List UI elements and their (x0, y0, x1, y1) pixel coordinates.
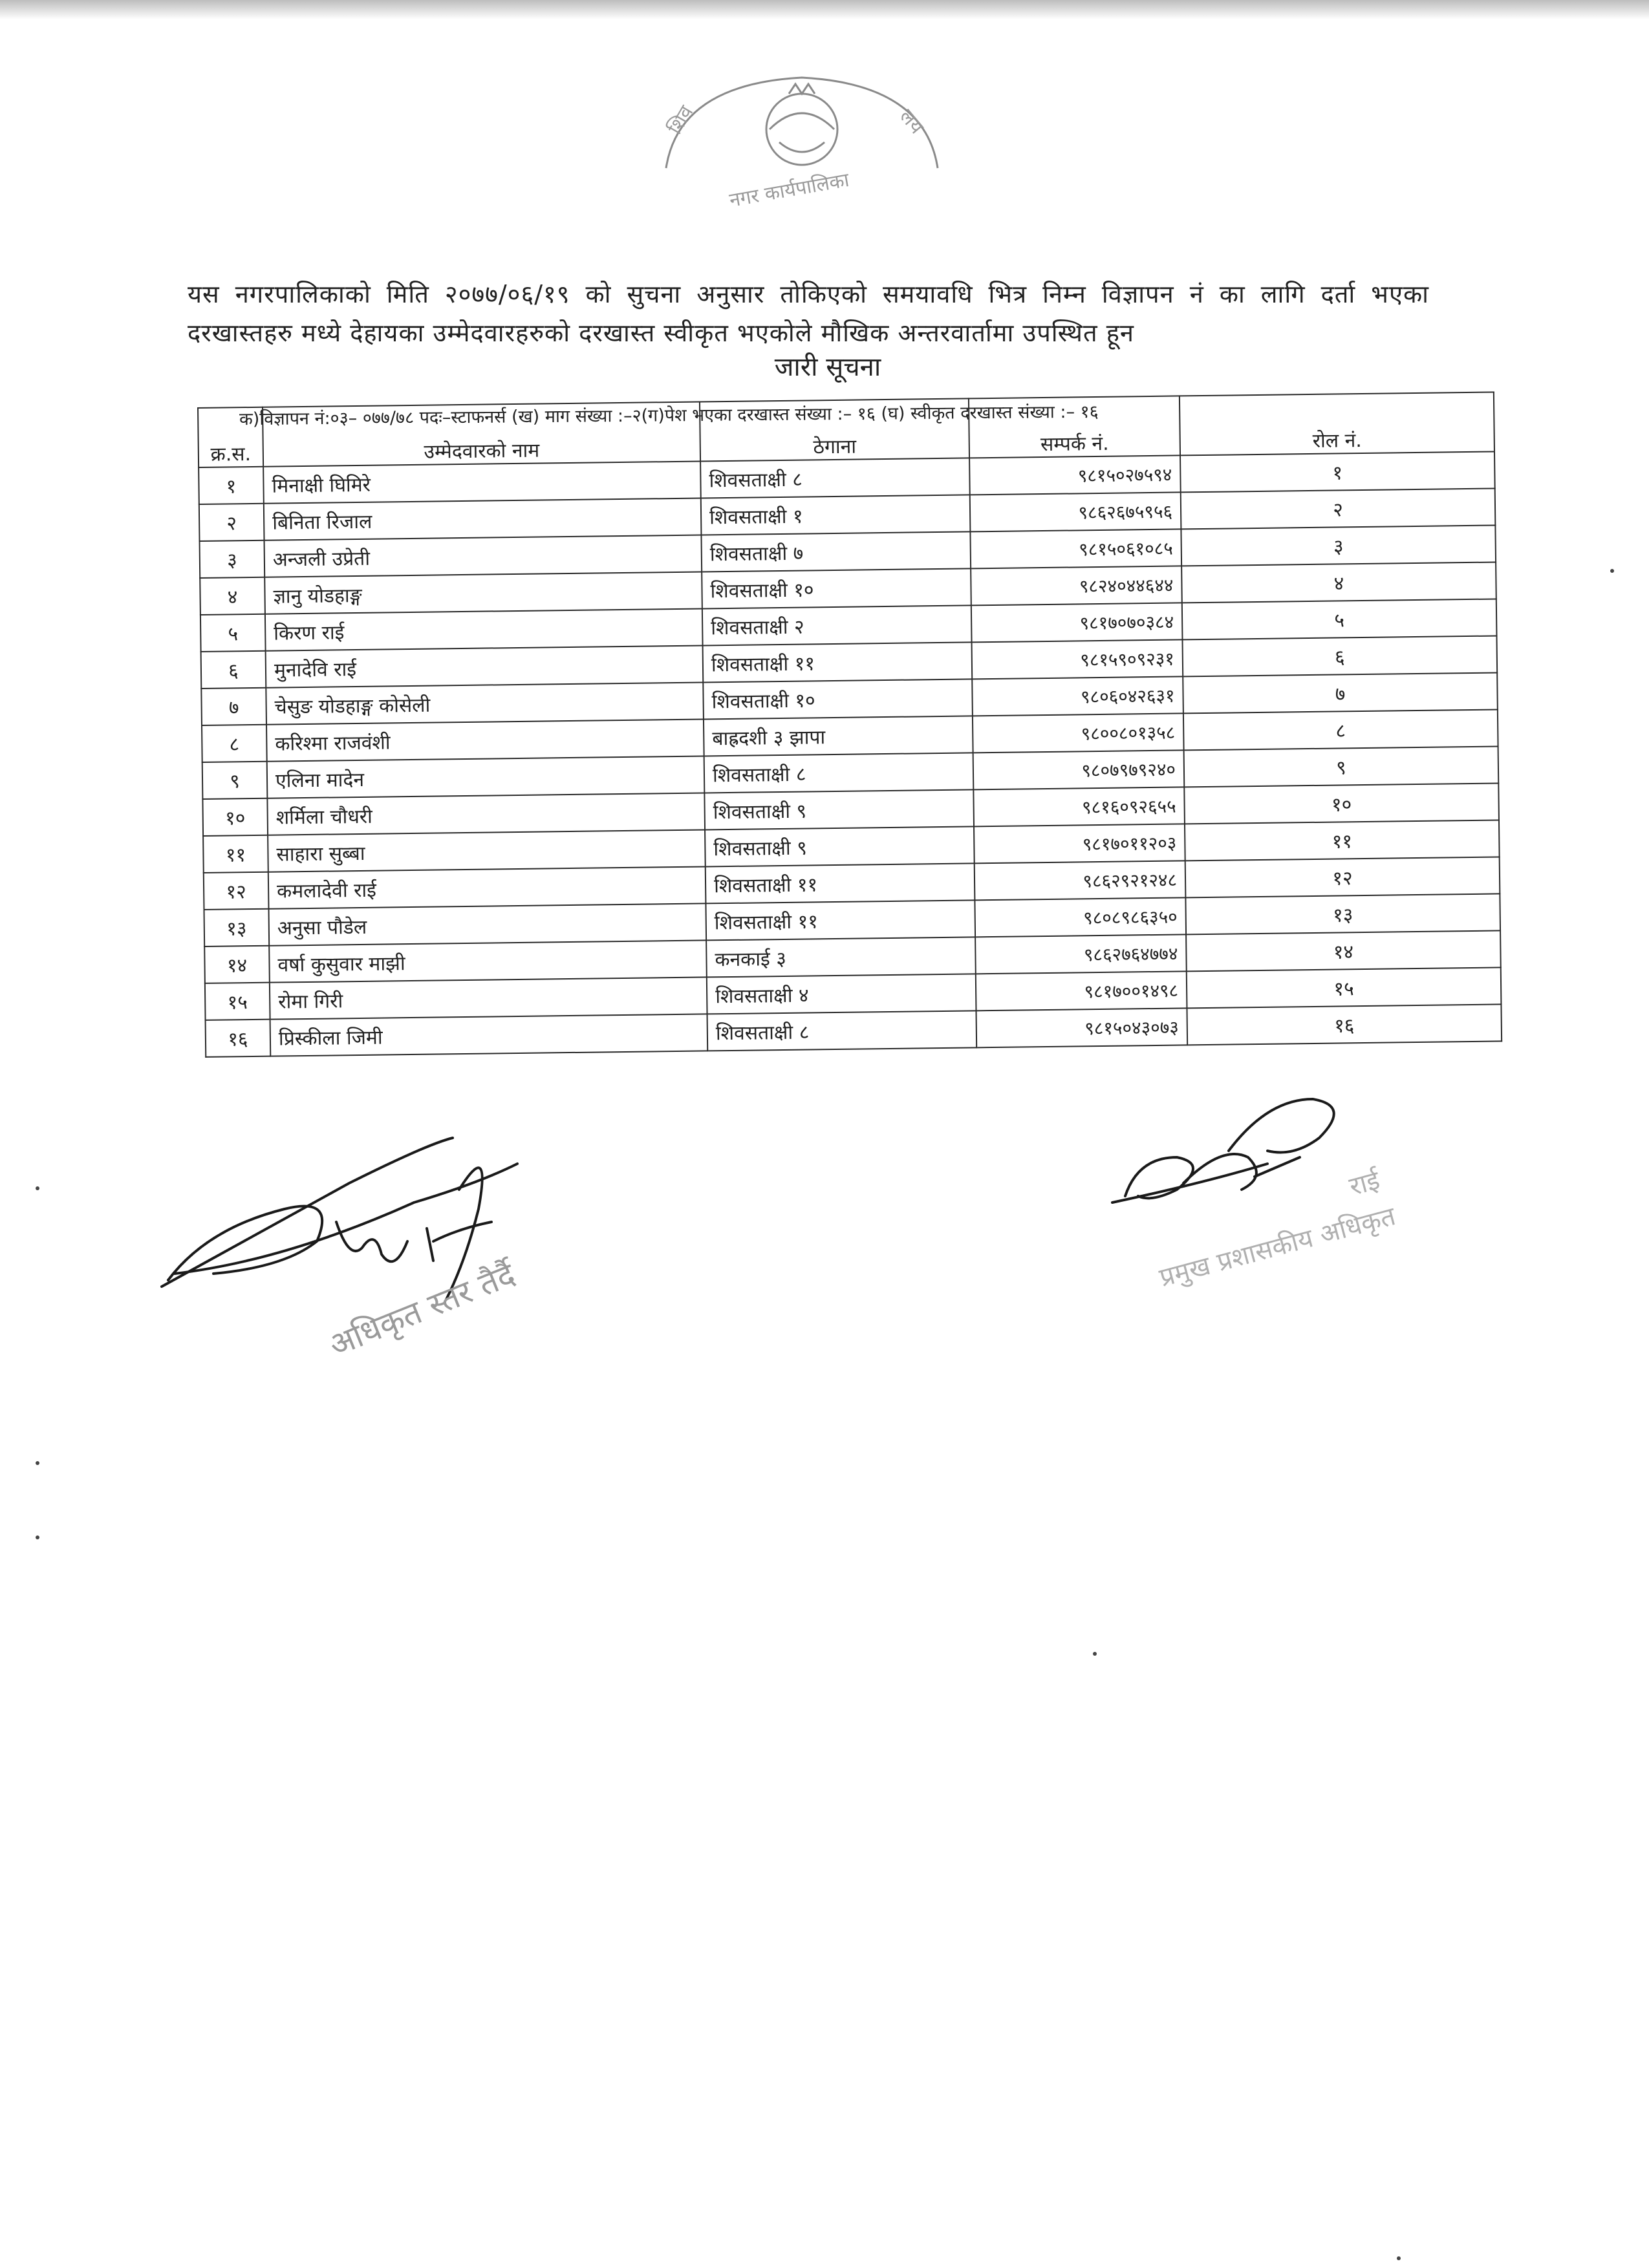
cell-serial: १३ (204, 909, 269, 947)
cell-serial: २ (199, 504, 264, 541)
cell-name: साहारा सुब्बा (268, 829, 706, 872)
cell-address: कनकाई ३ (706, 937, 976, 977)
svg-text:नगर कार्यपालिका: नगर कार्यपालिका (727, 168, 851, 212)
scan-speck (36, 1461, 39, 1465)
cell-roll: १ (1180, 451, 1495, 492)
cell-roll: १० (1184, 783, 1499, 824)
cell-roll: १५ (1187, 967, 1502, 1008)
cell-serial: ३ (200, 540, 265, 578)
cell-name: मिनाक्षी घिमिरे (263, 462, 701, 504)
cell-name: शर्मिला चौधरी (267, 793, 705, 835)
cell-contact: ९८१५०६१०८५ (970, 529, 1181, 568)
header-address: ठेगाना (700, 398, 969, 461)
cell-contact: ९८१७०७०३८४ (971, 603, 1183, 642)
scan-speck (1093, 1652, 1097, 1656)
header-serial: क्र.स. (198, 407, 263, 467)
cell-contact: ९८०६०४२६३१ (972, 676, 1183, 716)
cell-serial: ८ (202, 725, 267, 762)
scan-speck (1610, 569, 1614, 573)
cell-name: बिनिता रिजाल (264, 498, 702, 540)
cell-roll: ११ (1185, 820, 1500, 861)
cell-name: अन्जली उप्रेती (264, 535, 702, 577)
cell-serial: ६ (201, 651, 266, 689)
cell-address: शिवसताक्षी ११ (706, 863, 975, 903)
cell-address: शिवसताक्षी ९ (704, 789, 974, 829)
scan-speck (36, 1186, 39, 1190)
cell-roll: ६ (1183, 636, 1498, 676)
intro-paragraph: यस नगरपालिकाको मिति २०७७/०६/१९ को सुचना अनुसार तोकिएको समयावधि भित्र निम्न विज्ञापन नं का लागि दर्ता भएका दरखास्तहरु मध्ये देहायका उम्मेदवारहरुको दरखास्त स्वीकृत भएकोले मौखिक अन्तरवार्तामा उपस्थित हून (188, 280, 1429, 347)
cell-address: शिवसताक्षी २ (702, 605, 972, 645)
cell-serial: ११ (203, 835, 268, 873)
cell-name: रोमा गिरी (270, 977, 707, 1019)
cell-name: कमलादेवी राई (268, 866, 706, 908)
cell-name: मुनादेवि राई (266, 645, 704, 687)
cell-serial: १५ (205, 983, 270, 1020)
cell-contact: ९८६२७६४७७४ (975, 934, 1187, 974)
cell-roll: २ (1181, 488, 1496, 529)
cell-address: शिवसताक्षी ८ (707, 1011, 977, 1051)
cell-address: शिवसताक्षी ७ (701, 531, 971, 572)
right-stamp-line-2: प्रमुख प्रशासकीय अधिकृत (1156, 1201, 1399, 1293)
cell-contact: ९८१५०४३०७३ (976, 1008, 1187, 1047)
cell-contact: ९८१५९०९२३१ (972, 639, 1183, 679)
cell-name: किरण राई (265, 608, 703, 650)
cell-address: शिवसताक्षी १० (702, 568, 971, 608)
cell-contact: ९८००८०१३५८ (973, 713, 1184, 753)
notice-title: जारी सूचना (774, 352, 881, 382)
cell-contact: ९८२४०४४६४४ (971, 566, 1182, 605)
cell-roll: ३ (1181, 525, 1496, 566)
candidate-table-wrapper (197, 391, 1502, 1057)
cell-roll: ७ (1183, 672, 1498, 713)
cell-serial: ४ (200, 577, 265, 615)
cell-contact: ९८०८९८६३५० (975, 897, 1186, 937)
scan-speck (36, 1535, 39, 1539)
cell-roll: १२ (1185, 857, 1500, 897)
cell-roll: ९ (1184, 746, 1499, 787)
cell-serial: ५ (200, 614, 266, 652)
header-roll: रोल नं. (1180, 392, 1494, 456)
cell-roll: ८ (1183, 709, 1498, 750)
cell-name: चेसुङ योडहाङ्ग कोसेली (266, 682, 704, 724)
header-name: उम्मेदवारको नाम (263, 402, 700, 467)
cell-contact: ९८१५०२७५९४ (969, 455, 1181, 495)
cell-roll: १३ (1185, 893, 1500, 934)
cell-name: वर्षा कुसुवार माझी (269, 940, 707, 982)
cell-contact: ९८१७००१४९८ (976, 971, 1187, 1011)
cell-roll: १४ (1186, 930, 1501, 971)
svg-text:शिव: शिव (663, 102, 698, 138)
left-stamp-text: अधिकृत स्तर तैर्दै (323, 1256, 521, 1364)
cell-address: शिवसताक्षी ८ (700, 458, 970, 498)
cell-contact: ९८६२६७५९५६ (970, 492, 1181, 531)
cell-serial: ७ (201, 688, 266, 725)
cell-contact: ९८१७०११२०३ (974, 824, 1185, 863)
cell-address: शिवसताक्षी ११ (703, 642, 973, 682)
cell-name: करिश्मा राजवंशी (266, 719, 704, 761)
scan-speck (1397, 2256, 1401, 2260)
cell-name: प्रिस्कीला जिमी (270, 1014, 708, 1056)
cell-contact: ९८०७९७९२४० (973, 750, 1185, 789)
svg-text:लय: लय (894, 105, 928, 139)
cell-contact: ९८६२९२१२४८ (975, 861, 1186, 900)
cell-address: शिवसताक्षी ९ (705, 826, 975, 866)
cell-name: अनुसा पौडेल (268, 903, 706, 945)
cell-name: एलिना मादेन (267, 756, 705, 798)
cell-roll: १६ (1187, 1004, 1502, 1045)
cell-roll: ४ (1181, 562, 1496, 603)
cell-address: शिवसताक्षी ८ (704, 753, 974, 793)
vacancy-meta-line: क)विज्ञापन नं:०३– ०७७/७८ पदः–स्टाफनर्स (ख) माग संख्या :–२(ग)पेश भएका दरखास्त संख्या :– १६ (घ) स्वीकृत दरखास्त संख्या :– १६ (239, 401, 1099, 430)
cell-address: बाह्रदशी ३ झापा (704, 716, 973, 756)
cell-address: शिवसताक्षी ११ (706, 900, 975, 940)
header-contact: सम्पर्क नं. (969, 396, 1180, 458)
left-signature (155, 1112, 608, 1409)
cell-serial: १० (202, 798, 268, 836)
cell-serial: १२ (204, 872, 269, 910)
cell-address: शिवसताक्षी ४ (707, 974, 976, 1014)
cell-serial: १ (199, 467, 264, 504)
cell-serial: ९ (202, 762, 268, 799)
cell-roll: ५ (1182, 599, 1497, 639)
cell-contact: ९८१६०९२६५५ (973, 787, 1185, 826)
candidate-table (197, 391, 1502, 1057)
scan-top-edge (0, 0, 1649, 19)
cell-address: शिवसताक्षी १० (703, 679, 973, 719)
cell-name: ज्ञानु योडहाङ्ग (264, 572, 702, 614)
right-stamp-line-1: राई (1346, 1165, 1383, 1203)
municipality-seal-stamp (640, 58, 964, 239)
cell-serial: १६ (206, 1020, 271, 1057)
cell-serial: १४ (204, 946, 270, 983)
cell-address: शिवसताक्षी १ (701, 495, 971, 535)
